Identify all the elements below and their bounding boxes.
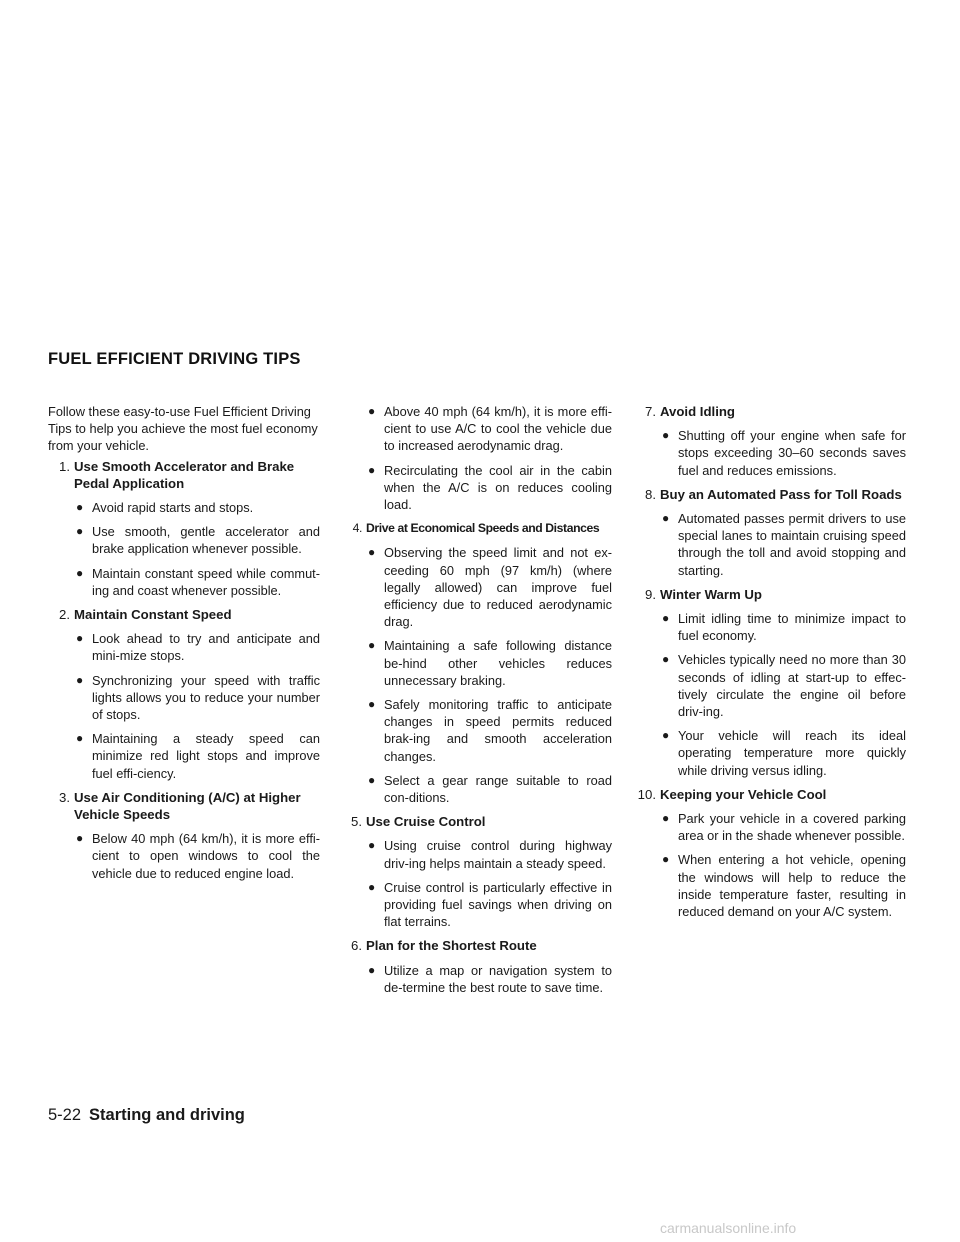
bullet-icon: ● [662,428,670,443]
tip-item [48,458,320,599]
column-3 [634,403,906,920]
tip-item [634,786,906,920]
list-item: ● Automated passes permit drivers to use special lanes to maintain cruising speed through the toll and avoid stopping and starting. [662,511,906,578]
bullet-icon: ● [76,672,84,687]
list-item: ● Recirculating the cool air in the cabin when the A/C is on reduces cooling load. [368,462,612,513]
tip-item [634,486,906,579]
list-item: ● Vehicles typically need no more than 30 seconds of idling at start-up to effec-tively circulate the engine oil before driv-ing. [662,652,906,720]
list-item: ● Using cruise control during highway driv-ing helps maintain a steady speed. [368,838,612,871]
intro-paragraph: Follow these easy-to-use Fuel Efficient Driving Tips to help you achieve the most fuel economy from your vehicle. [48,404,318,454]
bullet-icon: ● [76,524,84,539]
bullet-icon: ● [662,511,670,526]
list-item: ● Maintaining a safe following distance be-hind other vehicles reduces unnecessary braking. [368,638,612,688]
bullet-icon: ● [368,697,376,712]
section-name: Starting and driving [89,1106,245,1124]
bullet-icon: ● [76,731,84,746]
bullet-icon: ● [368,772,376,787]
tip-heading: 5. Use Cruise Control [351,814,486,830]
tip-heading: 7. Avoid Idling [645,404,735,419]
section-title: FUEL EFFICIENT DRIVING TIPS [48,350,301,368]
tip-item [634,586,906,779]
bullet-icon: ● [368,638,376,653]
list-item: ● Utilize a map or navigation system to de-termine the best route to save time. [368,962,612,995]
list-item: ● Park your vehicle in a covered parking area or in the shade whenever possible. [662,811,906,844]
bullet-icon: ● [662,611,670,626]
bullet-icon: ● [76,565,84,580]
bullet-icon: ● [368,545,376,560]
bullet-icon: ● [662,852,670,867]
column-2 [340,403,612,996]
tip-heading: 8. Buy an Automated Pass for Toll Roads [645,486,902,502]
tip-heading: 4. Drive at Economical Speeds and Distances [352,521,600,536]
bullet-icon: ● [76,831,84,846]
list-item: ● Cruise control is particularly effective in providing fuel savings when driving on flat terrains. [368,879,612,930]
tip-heading: 9. Winter Warm Up [645,586,762,602]
tip-item [48,606,320,782]
tip-item [340,937,612,996]
list-item: ● Look ahead to try and anticipate and mini-mize stops. [76,631,320,664]
tip-heading: 2. Maintain Constant Speed [59,607,232,623]
tip-heading: 1. Use Smooth Accelerator and Brake Pedal Application [59,458,295,491]
tip-item [340,813,612,930]
page-footer [48,1106,245,1125]
bullet-icon: ● [76,500,84,515]
list-item: ● Shutting off your engine when safe for stops exceeding 30–60 seconds saves fuel and reduces emissions. [662,428,906,478]
bullet-icon: ● [368,962,376,977]
column-1 [48,403,320,882]
page-number: 5-22 [48,1106,82,1124]
bullet-icon: ● [76,631,84,646]
list-item: ● Synchronizing your speed with traffic lights allows you to reduce your number of stops. [76,672,320,723]
list-item: ● Avoid rapid starts and stops. [76,500,254,516]
tip-item [340,520,612,806]
list-item: ● Observing the speed limit and not ex-ceeding 60 mph (97 km/h) (where legally allowed) can improve fuel efficiency due to reduced aerodynamic drag. [368,545,612,630]
list-item: ● When entering a hot vehicle, opening the windows will help to reduce the inside temperature faster, resulting in reduced demand on your A/C system. [662,852,906,920]
list-item: ● Your vehicle will reach its ideal operating temperature more quickly while driving versus idling. [662,728,906,778]
list-item: ● Limit idling time to minimize impact to fuel economy. [662,611,906,644]
bullet-icon: ● [368,462,376,477]
bullet-icon: ● [368,838,376,853]
bullet-icon: ● [368,404,376,418]
watermark[interactable]: carmanualsonline.info [660,1220,797,1236]
tip-item [48,789,320,882]
list-item: ● Maintaining a steady speed can minimize red light stops and improve fuel effi-ciency. [76,731,320,781]
tip-item [634,403,906,479]
list-item: ● Safely monitoring traffic to anticipate changes in speed permits reduced brak-ing and smooth acceleration changes. [368,697,612,764]
tip-heading: 3. Use Air Conditioning (A/C) at Higher Vehicle Speeds [59,789,301,823]
tip-heading: 6. Plan for the Shortest Route [351,938,537,954]
list-item: ● Below 40 mph (64 km/h), it is more effi-cient to open windows to cool the vehicle due to reduced engine load. [76,831,320,881]
list-item: ● Use smooth, gentle accelerator and brake application whenever possible. [76,524,320,557]
list-item: ● Select a gear range suitable to road con-ditions. [368,772,612,806]
list-item: ● Above 40 mph (64 km/h), it is more effi-cient to use A/C to cool the vehicle due to increased aerodynamic drag. [368,404,612,454]
bullet-icon: ● [368,879,376,894]
bullet-icon: ● [662,811,670,826]
tip-heading: 10. Keeping your Vehicle Cool [637,786,827,802]
list-item: ● Maintain constant speed while commut-ing and coast whenever possible. [76,565,320,598]
bullet-icon: ● [662,652,670,667]
bullet-icon: ● [662,728,670,743]
